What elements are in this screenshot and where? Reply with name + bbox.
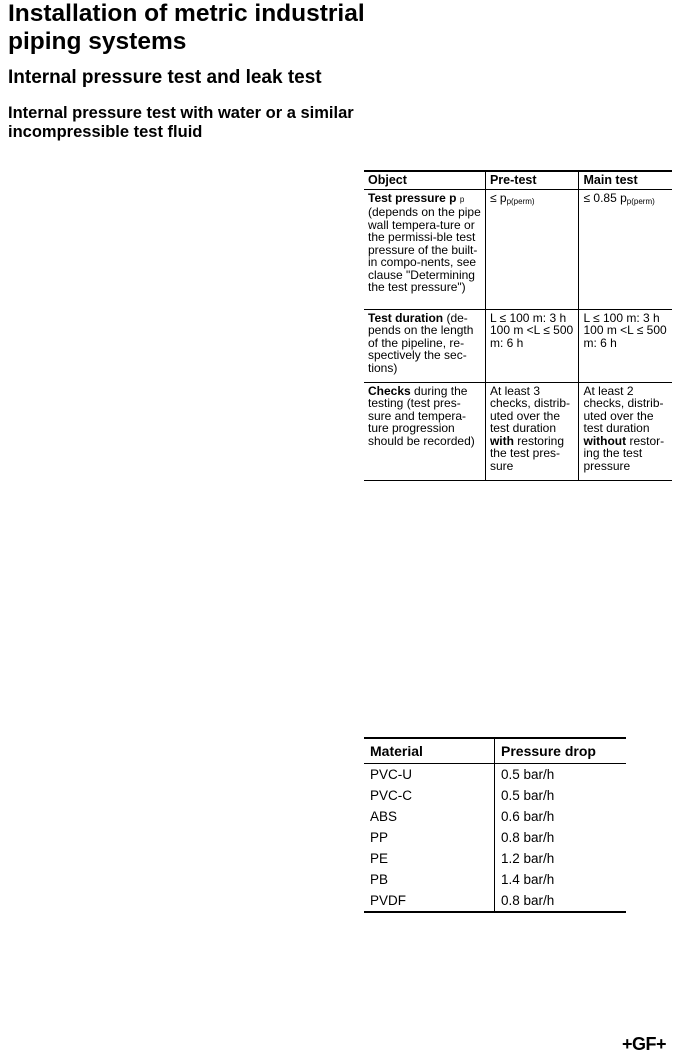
- cell-checks-main: [579, 382, 672, 480]
- table-row: [364, 382, 672, 480]
- main-bold: without: [583, 433, 627, 448]
- pre-line-2: 100 m <L ≤ 500 m: 6 h: [489, 323, 574, 350]
- pressure-drop-cell: 0.8 bar/h: [495, 827, 627, 848]
- table-row: [364, 309, 672, 382]
- material-cell: PVC-C: [370, 788, 413, 803]
- table-header-row: [364, 738, 626, 764]
- material-cell: ABS: [370, 809, 398, 824]
- cell-test-duration-object: [364, 309, 485, 382]
- main-line-1: L ≤ 100 m: 3 h: [583, 310, 660, 325]
- main-prefix: ≤ 0.85 p: [583, 190, 627, 205]
- table-row: [364, 827, 626, 848]
- cell-test-duration-main: [579, 309, 672, 382]
- material-cell: PVDF: [364, 890, 495, 912]
- section-heading: Internal pressure test and leak test: [8, 67, 322, 88]
- header-object: Object: [364, 171, 485, 189]
- main-start: At least 2 checks, distrib-uted over the test duration: [583, 383, 664, 435]
- label-subscript: p: [459, 194, 465, 204]
- label-rest: during the testing (test pres-sure and tempera-ture progression should be recorded): [368, 383, 475, 448]
- pressure-drop-cell: 1.4 bar/h: [495, 869, 627, 890]
- label-bold: Checks: [368, 383, 411, 398]
- pressure-drop-cell: 0.5 bar/h: [495, 785, 627, 806]
- pressure-drop-cell: 0.5 bar/h: [495, 764, 627, 786]
- material-cell: PE: [370, 851, 389, 866]
- pre-start: At least 3 checks, distrib-uted over the test duration: [489, 383, 570, 435]
- pre-end: restoring the test pres-sure: [489, 433, 564, 473]
- material-cell: PP: [370, 830, 389, 845]
- table-row: [364, 848, 626, 869]
- header-main-test: Main test: [579, 171, 672, 189]
- page-title: Installation of metric industrial piping systems: [8, 0, 365, 55]
- material-cell: PB: [370, 872, 389, 887]
- cell-test-pressure-main: [579, 189, 672, 309]
- pressure-drop-cell: 0.6 bar/h: [495, 806, 627, 827]
- subsection-heading: Internal pressure test with water or a similar incompressible test fluid: [8, 104, 354, 141]
- cell-test-pressure-object: [364, 189, 485, 309]
- pre-line-1: L ≤ 100 m: 3 h: [489, 310, 567, 325]
- table-row: [364, 890, 626, 912]
- gf-logo: +GF+: [622, 1034, 667, 1054]
- pressure-drop-cell: 1.2 bar/h: [495, 848, 627, 869]
- table-header-row: [364, 171, 672, 189]
- label-bold: Test duration: [368, 310, 444, 325]
- pre-subscript: p(perm): [506, 196, 535, 206]
- pre-prefix: ≤ p: [489, 190, 507, 205]
- cell-checks-pre: [485, 382, 579, 480]
- header-pre-test: Pre-test: [485, 171, 579, 189]
- label-bold: Test pressure p: [368, 190, 457, 205]
- label-rest: (depends on the pipe wall tempera-ture or the permissi-ble test pressure of the built-in compo-nents, see clause "Determining the test pressure"): [368, 205, 481, 294]
- pressure-drop-cell: 0.8 bar/h: [495, 890, 627, 912]
- header-pressure-drop: Pressure drop: [495, 738, 627, 764]
- test-parameters-table: [364, 170, 672, 481]
- cell-test-duration-pre: [485, 309, 579, 382]
- table-row: [364, 806, 626, 827]
- cell-test-pressure-pre: [485, 189, 579, 309]
- main-line-2: 100 m <L ≤ 500 m: 6 h: [583, 323, 667, 350]
- table-row: [364, 189, 672, 309]
- main-subscript: p(perm): [626, 196, 655, 206]
- cell-checks-object: [364, 382, 485, 480]
- label-rest: (de-pends on the length of the pipeline, re-spectively the sec-tions): [368, 310, 474, 375]
- table-row: [364, 869, 626, 890]
- table-row: [364, 764, 626, 786]
- table-row: [364, 785, 626, 806]
- pre-bold: with: [489, 433, 514, 448]
- main-end: restor-ing the test pressure: [583, 433, 665, 473]
- pressure-drop-table: [364, 737, 626, 913]
- header-material: Material: [364, 738, 495, 764]
- material-cell: PVC-U: [370, 767, 413, 782]
